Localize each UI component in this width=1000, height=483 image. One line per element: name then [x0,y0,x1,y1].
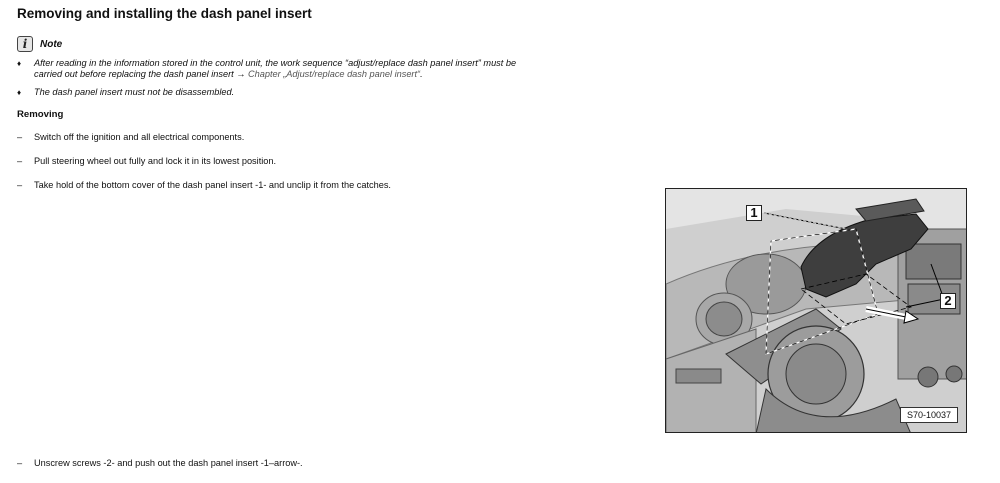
chapter-link[interactable]: Chapter „Adjust/replace dash panel insert“ [248,69,421,79]
note-label: Note [40,38,63,50]
callout-2: 2 [940,293,956,309]
dashboard-drawing [666,189,967,433]
page-title: Removing and installing the dash panel insert [17,6,312,21]
bullet-diamond-icon: ♦ [17,88,22,97]
callout-1: 1 [746,205,762,221]
note-bullet-line: carried out before replacing the dash panel insert → Chapter „Adjust/replace dash panel insert“. [34,69,423,79]
figure-code: S70-10037 [900,407,958,423]
info-icon: i [17,36,33,52]
note-heading [17,35,62,53]
note-bullet-line: After reading in the information stored in the control unit, the work sequence “adjust/replace dash panel insert” must be [34,58,517,68]
bullet-diamond-icon: ♦ [17,59,22,68]
dashboard-illustration [665,188,967,433]
section-heading: Removing [17,109,64,120]
